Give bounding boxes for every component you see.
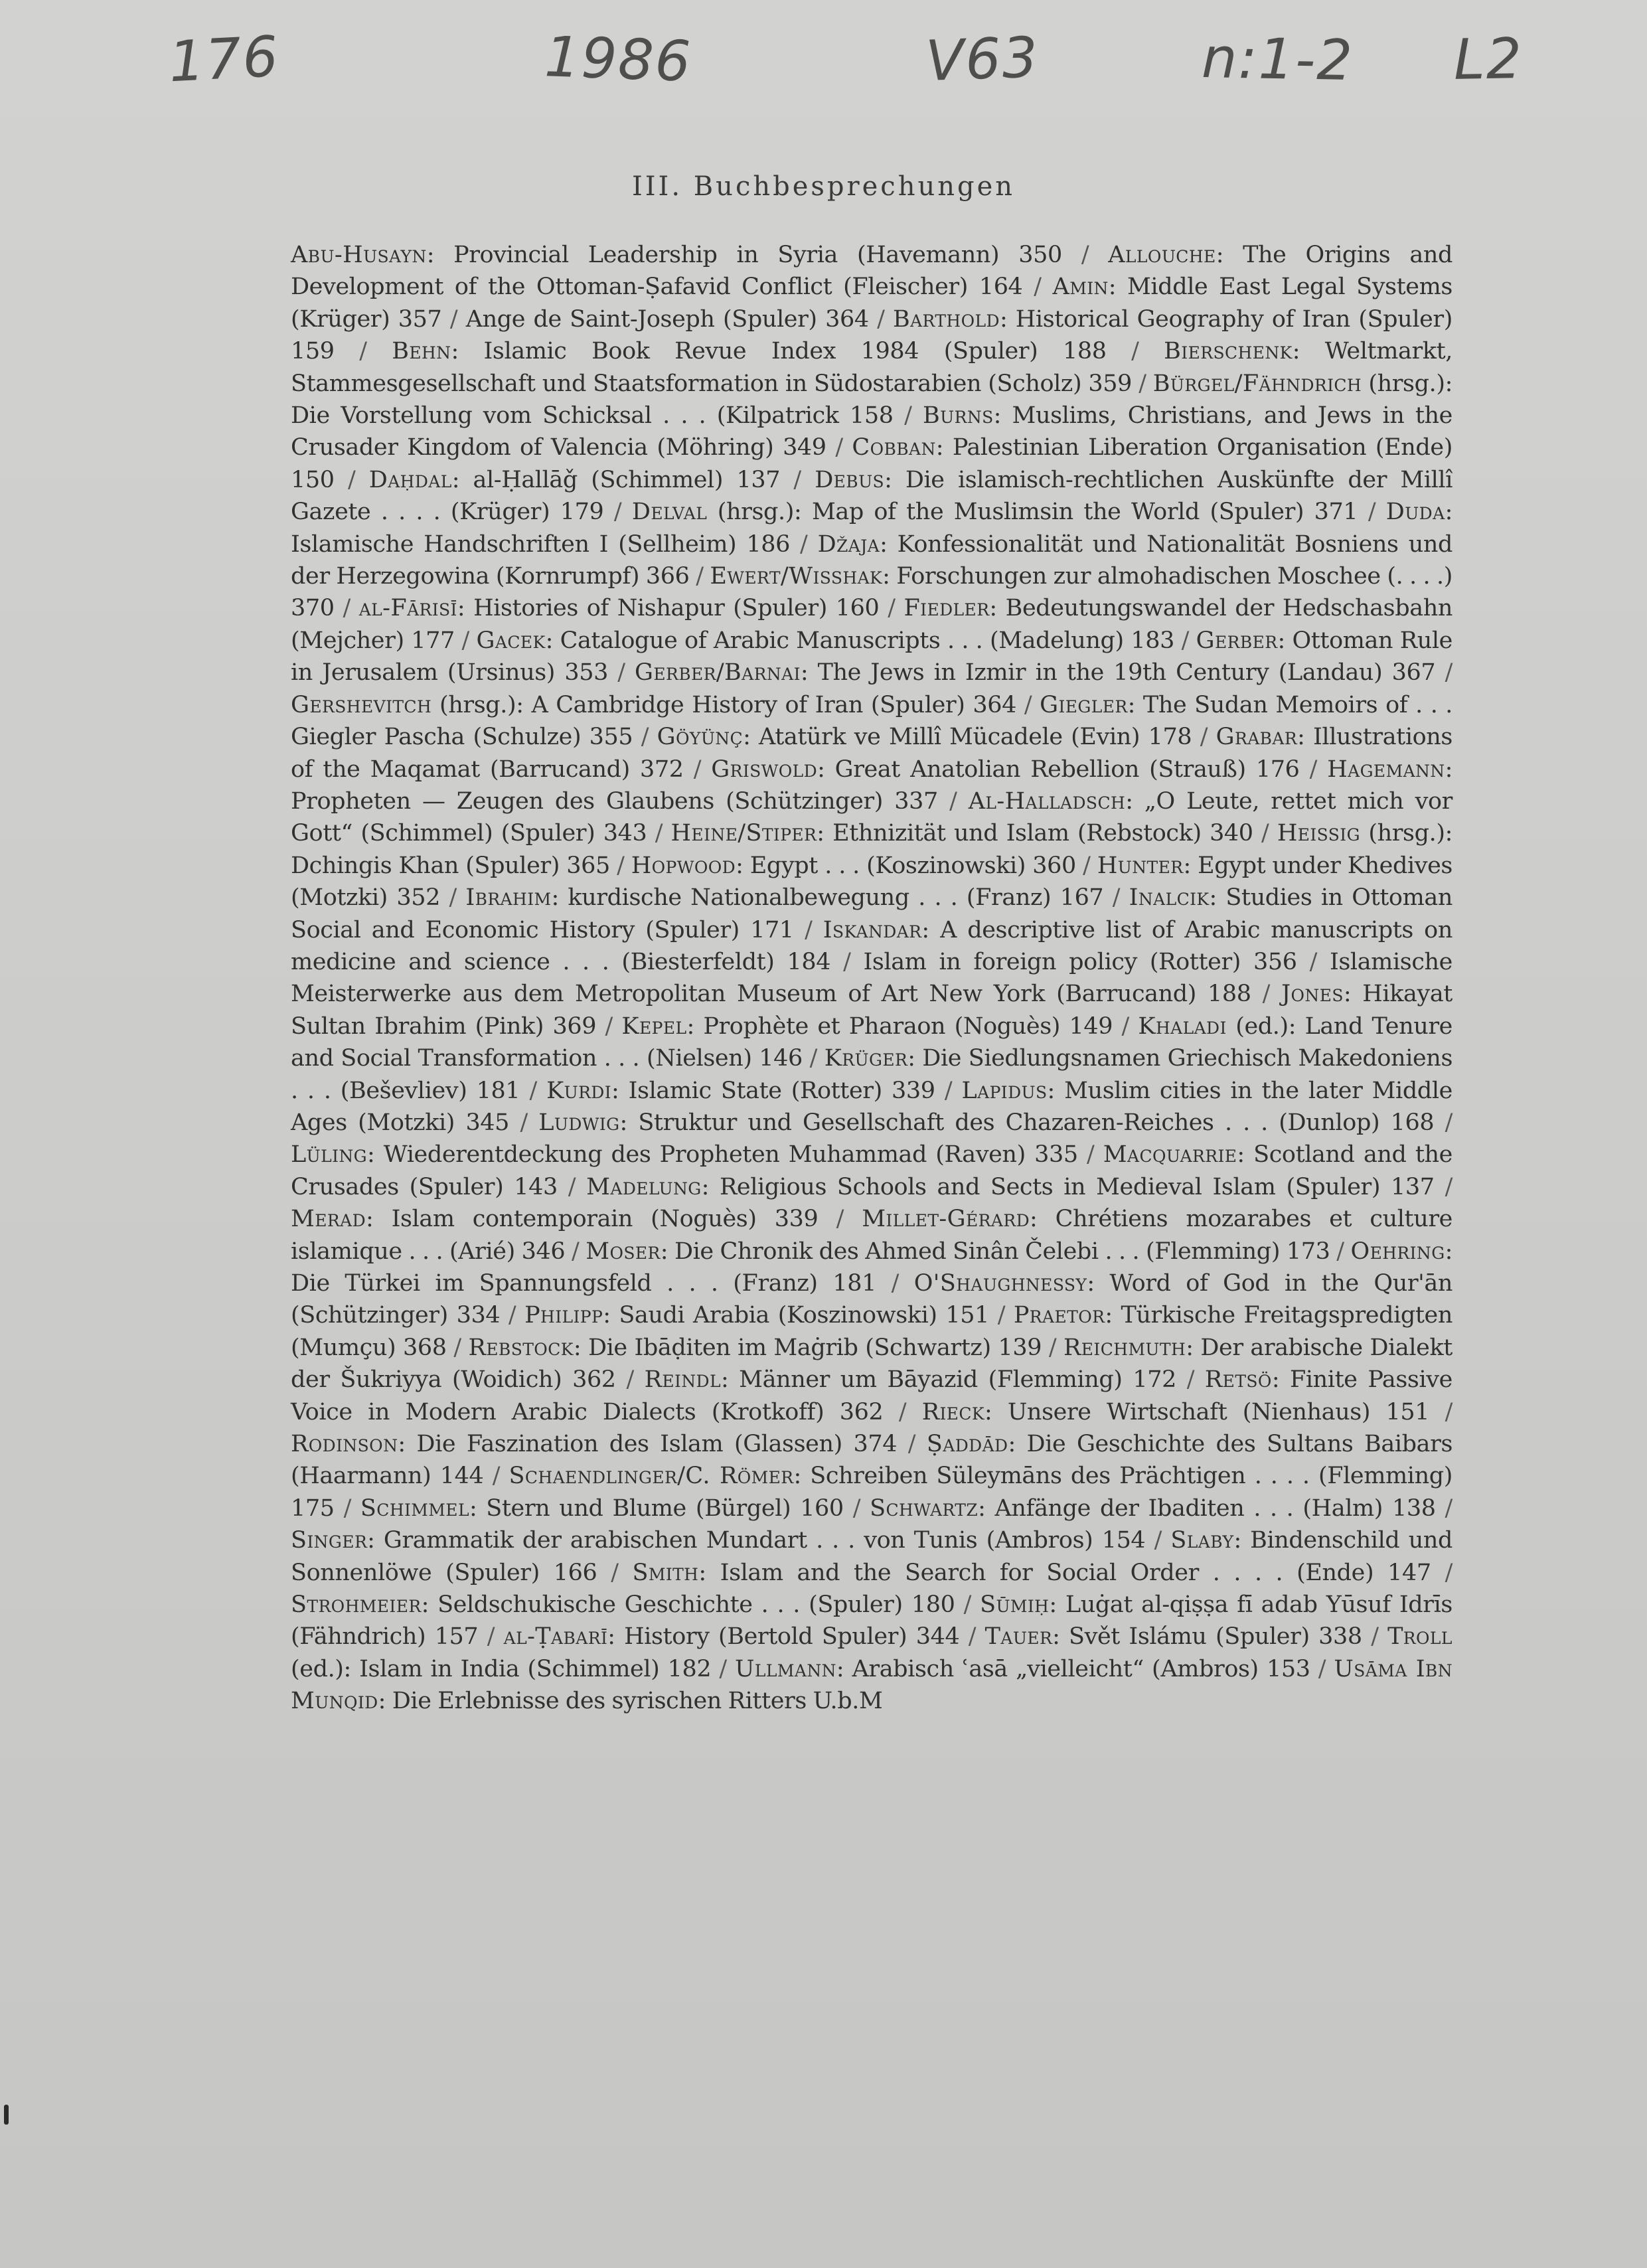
entry-title: Struktur und Gesellschaft des Chazaren-Reiches . . . (Dunlop) 168 — [638, 1109, 1435, 1136]
pencil-annotation-1: 176 — [167, 23, 281, 95]
entry-title: Palestinian Liberation Organisation (Ende) 150 — [291, 434, 1453, 493]
review-entry: Lüling: Wiederentdeckung des Propheten Muhammad (Raven) 335 — [291, 1141, 1078, 1169]
entry-title: Religious Schools and Sects in Medieval Islam (Spuler) 137 — [719, 1173, 1435, 1200]
review-entry: Philipp: Saudi Arabia (Koszinowski) 151 — [524, 1302, 989, 1329]
entry-separator: / — [835, 434, 843, 461]
review-entry: Behn: Islamic Book Revue Index 1984 (Spuler) 188 — [392, 338, 1107, 365]
review-entry: Allouche: The Origins and Development of the Ottoman-Ṣafavid Conflict (Fleischer) 164 — [291, 242, 1452, 301]
review-entry: Rodinson: Die Faszination des Islam (Glassen) 374 — [291, 1431, 898, 1458]
entry-author: Giegler — [1040, 691, 1128, 718]
entry-author: Behn — [392, 338, 451, 365]
review-entry: Cobban: Palestinian Liberation Organisation (Ende) 150 — [291, 434, 1453, 493]
entry-author: Gerber/Barnai — [634, 659, 801, 687]
entry-author: Ṣaddād — [926, 1431, 1008, 1458]
entry-author: Madelung — [586, 1173, 702, 1200]
entry-title: A descriptive list of Arabic manuscripts on medicine and science . . . (Biesterfeldt) 184 — [291, 916, 1452, 975]
entry-title: Illustrations of the Maqamat (Barrucand) 372 — [291, 724, 1452, 783]
review-entry — [291, 692, 1016, 718]
entry-separator: / — [1445, 1398, 1453, 1425]
review-entry: Griswold: Great Anatolian Rebellion (Strauß) 176 — [711, 756, 1300, 783]
review-entry: Jones: Hikayat Sultan Ibrahim (Pink) 369 — [291, 981, 1452, 1040]
entry-separator: / — [888, 595, 896, 622]
entry-author: Gerber — [1196, 627, 1278, 654]
review-entry: Retsö: Finite Passive Voice in Modern Arabic Dialects (Krotkoff) 362 — [291, 1366, 1452, 1425]
entry-author: Abu-Husayn — [291, 242, 427, 268]
entry-separator: / — [343, 1495, 351, 1522]
entry-title: al-Ḥallāǧ (Schimmel) 137 — [473, 466, 781, 493]
pencil-annotation-3: V63 — [924, 25, 1040, 94]
review-entry: Bierschenk: Weltmarkt, Stammesgesellschaft und Staatsformation in Südostarabien (Scholz) 359 — [291, 338, 1452, 397]
entry-author: Hunter — [1097, 852, 1184, 879]
entry-separator: / — [1336, 1238, 1344, 1265]
entry-separator: / — [949, 787, 957, 815]
entry-separator: / — [1445, 1495, 1452, 1522]
entry-title: Svět Islámu (Spuler) 338 — [1069, 1623, 1362, 1651]
entry-separator: / — [343, 595, 351, 622]
review-entry: Abu-Husayn: Provincial Leadership in Syria (Havemann) 350 — [291, 242, 1062, 268]
entry-title: Islamische Handschriften I (Sellheim) 186 — [291, 530, 790, 558]
review-entry: Schimmel: Stern und Blume (Bürgel) 160 — [360, 1495, 844, 1522]
entry-separator: / — [347, 466, 356, 493]
entry-title: Islamische Meisterwerke aus dem Metropolitan Museum of Art New York (Barrucand) 188 — [291, 948, 1452, 1008]
entry-separator: / — [944, 1077, 953, 1104]
entry-author: Cobban — [852, 434, 936, 461]
review-entry: Heine/Stiper: Ethnizität und Islam (Rebstock) 340 — [670, 820, 1253, 847]
review-entry: O'Shaughnessy: Word of God in the Qur'ān (Schützinger) 334 — [291, 1270, 1453, 1329]
entry-title: Provincial Leadership in Syria (Havemann) 350 — [453, 242, 1062, 268]
entry-separator: / — [568, 1173, 576, 1200]
review-entry — [632, 499, 1358, 525]
entry-author: Göyünç — [657, 724, 744, 751]
entry-separator: / — [1309, 756, 1318, 783]
entry-title: Historical Geography of Iran (Spuler) 159 — [291, 305, 1453, 365]
entry-title: Seldschukische Geschichte . . . (Spuler) 180 — [437, 1591, 955, 1619]
entry-title: Great Anatolian Rebellion (Strauß) 176 — [834, 756, 1300, 783]
entry-separator: / — [520, 1109, 528, 1136]
entry-author: Inalcik — [1129, 884, 1210, 912]
entry-title: Die Faszination des Islam (Glassen) 374 — [416, 1431, 898, 1458]
entry-title: Grammatik der arabischen Mundart . . . von Tunis (Ambros) 154 — [383, 1527, 1146, 1554]
entry-separator: / — [1368, 499, 1376, 526]
entry-separator: / — [1034, 274, 1042, 301]
review-entry: Slaby: Bindenschild und Sonnenlöwe (Spuler) 166 — [291, 1527, 1452, 1586]
entry-separator: / — [1083, 852, 1091, 879]
entry-separator: / — [843, 948, 851, 975]
review-entry: Usāma Ibn Munqid: Die Erlebnisse des syrischen Ritters U.b.M — [291, 1655, 1452, 1715]
entry-separator: / — [1309, 948, 1317, 975]
entry-title: (hrsg.): Dchingis Khan (Spuler) 365 — [291, 820, 1452, 879]
entry-separator: / — [572, 1238, 580, 1265]
entry-author: O'Shaughnessy — [913, 1270, 1087, 1297]
entry-title: Islamic State (Rotter) 339 — [628, 1077, 935, 1104]
entry-author: Rebstock — [468, 1334, 574, 1361]
entry-title: Word of God in the Qur'ān (Schützinger) 334 — [291, 1270, 1453, 1329]
entry-separator: / — [492, 1463, 501, 1490]
review-entry: Burns: Muslims, Christians, and Jews in the Crusader Kingdom of Valencia (Möhring) 349 — [291, 402, 1452, 461]
entry-title: Islam contemporain (Noguès) 339 — [391, 1206, 819, 1233]
entry-title: Unsere Wirtschaft (Nienhaus) 151 — [1007, 1398, 1430, 1425]
review-entry: Kurdi: Islamic State (Rotter) 339 — [546, 1077, 935, 1104]
entry-title: (hrsg.): Map of the Muslimsin the World (Spuler) 371 — [717, 499, 1358, 526]
entry-separator: / — [963, 1591, 971, 1619]
entry-separator: / — [836, 1206, 844, 1233]
entry-separator: / — [1261, 820, 1269, 847]
review-entry: Madelung: Religious Schools and Sects in Medieval Islam (Spuler) 137 — [586, 1173, 1435, 1200]
entry-title: Stern und Blume (Bürgel) 160 — [486, 1495, 844, 1522]
entry-author: Ibrahim — [465, 884, 552, 912]
entry-title: The Sudan Memoirs of . . . Giegler Pascha (Schulze) 355 — [291, 691, 1453, 751]
entry-separator: / — [617, 852, 625, 879]
entry-author: Troll — [1387, 1623, 1452, 1651]
entry-author: Ewert/Wisshak — [710, 563, 883, 590]
entry-separator: / — [696, 563, 704, 590]
entry-title: Prophète et Pharaon (Noguès) 149 — [703, 1012, 1113, 1040]
review-entry: Praetor: Türkische Freitagspredigten (Mumçu) 368 — [291, 1302, 1453, 1361]
review-entry: al-Ṭabarī: History (Bertold Spuler) 344 — [503, 1623, 960, 1651]
review-entry: Ewert/Wisshak: Forschungen zur almohadischen Moschee (. . . .) 370 — [291, 563, 1452, 622]
entry-title: Egypt under Khedives (Motzki) 352 — [291, 852, 1452, 912]
pencil-annotation-2: 1986 — [543, 24, 693, 94]
review-entry: Grabar: Illustrations of the Maqamat (Barrucand) 372 — [291, 724, 1452, 783]
entry-title: The Origins and Development of the Ottoman-Ṣafavid Conflict (Fleischer) 164 — [291, 242, 1452, 301]
review-entry: Ibrahim: kurdische Nationalbewegung . . . (Franz) 167 — [465, 884, 1104, 912]
entry-author: Reichmuth — [1063, 1334, 1186, 1361]
entry-title: Saudi Arabia (Koszinowski) 151 — [619, 1302, 989, 1329]
entry-author: Amin — [1052, 274, 1109, 301]
entry-title: Luġat al-qiṣṣa fī adab Yūsuf Idrīs (Fähndrich) 157 — [291, 1591, 1452, 1651]
review-entry — [466, 306, 869, 333]
entry-author: Ludwig — [538, 1109, 620, 1136]
entry-title: Wiederentdeckung des Propheten Muhammad (Raven) 335 — [383, 1141, 1078, 1169]
review-entry: Tauer: Svět Islámu (Spuler) 338 — [984, 1623, 1362, 1651]
review-entry: Hopwood: Egypt . . . (Koszinowski) 360 — [631, 852, 1076, 879]
entry-title: Der arabische Dialekt der Šukriyya (Woidich) 362 — [291, 1334, 1452, 1394]
entry-author: Heine/Stiper — [670, 820, 817, 847]
review-entry: Reichmuth: Der arabische Dialekt der Šukriyya (Woidich) 362 — [291, 1334, 1452, 1394]
entry-author: Delval — [631, 499, 708, 526]
entry-author: Sūmiḥ — [980, 1591, 1050, 1619]
entry-title: Muslim cities in the later Middle Ages (Motzki) 345 — [291, 1077, 1452, 1136]
entry-separator: / — [877, 305, 885, 333]
entry-title: Chrétiens mozarabes et culture islamique . . . (Arié) 346 — [291, 1206, 1452, 1265]
review-entry: Barthold: Historical Geography of Iran (Spuler) 159 — [291, 305, 1453, 365]
entry-title: Bindenschild und Sonnenlöwe (Spuler) 166 — [291, 1527, 1452, 1586]
review-entry: Merad: Islam contemporain (Noguès) 339 — [291, 1206, 819, 1233]
entry-title: Männer um Bāyazid (Flemming) 172 — [739, 1366, 1177, 1394]
entry-author: Jones — [1281, 981, 1344, 1008]
entry-title: The Jews in Izmir in the 19th Century (Landau) 367 — [817, 659, 1436, 687]
review-entry — [863, 949, 1296, 975]
entry-author: Schaendlinger/C. Römer — [509, 1463, 794, 1490]
entry-title: Propheten — Zeugen des Glaubens (Schützinger) 337 — [291, 787, 938, 815]
entry-author: Philipp — [524, 1302, 603, 1329]
review-entry: Strohmeier: Seldschukische Geschichte . . . (Spuler) 180 — [291, 1591, 955, 1619]
entry-title: Finite Passive Voice in Modern Arabic Dialects (Krotkoff) 362 — [291, 1366, 1452, 1425]
review-entry: Gerber/Barnai: The Jews in Izmir in the 19th Century (Landau) 367 — [634, 659, 1436, 687]
entry-title: Die Siedlungsnamen Griechisch Makedoniens . . . (Beševliev) 181 — [291, 1045, 1453, 1104]
review-entry: Göyünç: Atatürk ve Millî Mücadele (Evin) 178 — [657, 724, 1192, 751]
entry-author: Griswold — [711, 756, 818, 783]
entry-author: Ullmann — [734, 1655, 836, 1682]
review-entry: Singer: Grammatik der arabischen Mundart . . . von Tunis (Ambros) 154 — [291, 1527, 1146, 1554]
entry-separator: / — [611, 1559, 619, 1586]
entry-separator: / — [529, 1077, 537, 1104]
entry-author: Heissig — [1277, 820, 1360, 847]
review-entry: Oehring: Die Türkei im Spannungsfeld . . . (Franz) 181 — [291, 1238, 1452, 1297]
review-entry: al-Fārisī: Histories of Nishapur (Spuler) 160 — [358, 595, 880, 622]
entry-author: Grabar — [1216, 724, 1298, 751]
entry-author: Slaby — [1170, 1527, 1234, 1554]
entry-title: Ethnizität und Islam (Rebstock) 340 — [832, 820, 1253, 847]
entry-author: Rieck — [921, 1398, 984, 1425]
review-entry: Duda: Islamische Handschriften I (Sellheim) 186 — [291, 499, 1452, 558]
entry-separator: / — [1048, 1334, 1057, 1361]
entry-author: Kurdi — [546, 1077, 612, 1104]
entry-title: Forschungen zur almohadischen Moschee (. . . .) 370 — [291, 563, 1452, 622]
entry-separator: / — [1445, 659, 1452, 687]
entry-author: Moser — [586, 1238, 661, 1265]
entry-author: Gershevitch — [291, 691, 432, 718]
entry-separator: / — [1081, 242, 1089, 268]
entry-separator: / — [898, 1398, 907, 1425]
entry-separator: / — [1186, 1366, 1195, 1394]
entry-title: Arabisch ʿasā „vielleicht“ (Ambros) 153 — [852, 1655, 1310, 1682]
entry-separator: / — [719, 1655, 727, 1682]
review-entry: Lapidus: Muslim cities in the later Middle Ages (Motzki) 345 — [291, 1077, 1452, 1136]
entry-author: al-Ṭabarī — [503, 1623, 608, 1651]
review-entry: Amin: Middle East Legal Systems (Krüger) 357 — [291, 274, 1452, 333]
entry-separator: / — [1131, 338, 1139, 365]
entry-title: Studies in Ottoman Social and Economic History (Spuler) 171 — [291, 884, 1452, 943]
entry-author: Merad — [291, 1206, 366, 1233]
entry-separator: / — [907, 1431, 916, 1458]
entry-title: Schreiben Süleymāns des Prächtigen . . . . (Flemming) 175 — [291, 1463, 1452, 1522]
entry-author: Fiedler — [903, 595, 990, 622]
entry-author: Iskandar — [823, 916, 922, 943]
entry-separator: / — [968, 1623, 977, 1651]
entry-title: (ed.): Islam in India (Schimmel) 182 — [291, 1655, 712, 1682]
entry-separator: / — [641, 724, 649, 751]
entry-separator: / — [693, 756, 702, 783]
entry-title: Scotland and the Crusades (Spuler) 143 — [291, 1141, 1452, 1200]
entry-title: kurdische Nationalbewegung . . . (Franz) 167 — [568, 884, 1104, 912]
pencil-annotation-5: L2 — [1452, 26, 1524, 92]
entry-separator: / — [1024, 691, 1032, 718]
entry-separator: / — [605, 1012, 613, 1040]
entry-title: Catalogue of Arabic Manuscripts . . . (Madelung) 183 — [560, 627, 1174, 654]
entry-author: Lapidus — [961, 1077, 1048, 1104]
entry-separator: / — [1371, 1623, 1379, 1651]
entry-separator: / — [1112, 884, 1121, 912]
entry-title: Die islamisch-rechtlichen Auskünfte der Millî Gazete . . . . (Krüger) 179 — [291, 466, 1453, 526]
entry-separator: / — [1087, 1141, 1095, 1169]
review-entry: Gacek: Catalogue of Arabic Manuscripts . . . (Madelung) 183 — [476, 627, 1174, 654]
review-entry: Ṣaddād: Die Geschichte des Sultans Baibars (Haarmann) 144 — [291, 1431, 1453, 1490]
entry-separator: / — [800, 530, 808, 558]
entry-author: Millet-Gérard — [862, 1206, 1030, 1233]
review-entry: Giegler: The Sudan Memoirs of . . . Giegler Pascha (Schulze) 355 — [291, 691, 1453, 751]
entry-title: Hikayat Sultan Ibrahim (Pink) 369 — [291, 981, 1452, 1040]
review-entry: Rieck: Unsere Wirtschaft (Nienhaus) 151 — [921, 1398, 1430, 1425]
entry-separator: / — [508, 1302, 516, 1329]
entry-separator: / — [1445, 1173, 1452, 1200]
entry-separator: / — [1262, 981, 1271, 1008]
entry-separator: / — [617, 659, 625, 687]
entry-author: Smith — [632, 1559, 699, 1586]
entry-separator: / — [805, 916, 813, 943]
entry-title: Konfessionalität und Nationalität Bosniens und der Herzegowina (Kornrumpf) 366 — [291, 530, 1452, 590]
section-heading: III. Buchbesprechungen — [631, 171, 1016, 202]
entry-separator: / — [904, 402, 912, 430]
review-entry: Al-Halladsch: „O Leute, rettet mich vor Gott“ (Schimmel) (Spuler) 343 — [291, 787, 1452, 847]
entry-author: Macquarrie — [1103, 1141, 1237, 1169]
entry-separator: / — [891, 1270, 900, 1297]
entry-author: Praetor — [1013, 1302, 1105, 1329]
entry-author: Al-Halladsch — [968, 787, 1126, 815]
review-entry: Sūmiḥ: Luġat al-qiṣṣa fī adab Yūsuf Idrīs (Fähndrich) 157 — [291, 1591, 1452, 1651]
entry-author: Reindl — [644, 1366, 721, 1394]
entry-author: Gacek — [476, 627, 546, 654]
entry-author: Bierschenk — [1164, 338, 1293, 365]
review-entry: Moser: Die Chronik des Ahmed Sinân Čelebi . . . (Flemming) 173 — [586, 1238, 1330, 1265]
entry-separator: / — [793, 466, 801, 493]
entry-separator: / — [1318, 1655, 1326, 1682]
review-entry: Gerber: Ottoman Rule in Jerusalem (Ursinus) 353 — [291, 627, 1452, 687]
entry-title: Islam in foreign policy (Rotter) 356 — [863, 948, 1297, 975]
review-entry: Millet-Gérard: Chrétiens mozarabes et culture islamique . . . (Arié) 346 — [291, 1206, 1452, 1265]
entry-author: Usāma Ibn Munqid — [291, 1655, 1452, 1715]
entry-title: (hrsg.): A Cambridge History of Iran (Spuler) 364 — [439, 691, 1016, 718]
entry-author: Oehring — [1350, 1238, 1445, 1265]
review-entry: Kepel: Prophète et Pharaon (Noguès) 149 — [621, 1012, 1113, 1040]
entry-author: Schimmel — [360, 1495, 469, 1522]
review-entry: Krüger: Die Siedlungsnamen Griechisch Makedoniens . . . (Beševliev) 181 — [291, 1045, 1453, 1104]
entry-title: Die Ibāḍiten im Maġrib (Schwartz) 139 — [588, 1334, 1042, 1361]
entry-separator: / — [449, 305, 458, 333]
review-entry: Debus: Die islamisch-rechtlichen Auskünfte der Millî Gazete . . . . (Krüger) 179 — [291, 466, 1453, 526]
entry-author: Schwartz — [870, 1495, 979, 1522]
entry-title: Anfänge der Ibaditen . . . (Halm) 138 — [994, 1495, 1436, 1522]
entry-title: Islam and the Search for Social Order . . . . (Ende) 147 — [720, 1559, 1431, 1586]
entry-author: Daḥdal — [368, 466, 452, 493]
entry-title: „O Leute, rettet mich vor Gott“ (Schimmel) (Spuler) 343 — [291, 787, 1452, 847]
entry-separator: / — [1138, 370, 1146, 397]
review-entry: Inalcik: Studies in Ottoman Social and Economic History (Spuler) 171 — [291, 884, 1452, 943]
entry-title: Egypt . . . (Koszinowski) 360 — [749, 852, 1076, 879]
review-entry: Schwartz: Anfänge der Ibaditen . . . (Halm) 138 — [870, 1495, 1436, 1522]
entry-title: Ottoman Rule in Jerusalem (Ursinus) 353 — [291, 627, 1452, 687]
entry-title: Die Erlebnisse des syrischen Ritters U.b.M — [392, 1688, 883, 1715]
review-entry: Macquarrie: Scotland and the Crusades (Spuler) 143 — [291, 1141, 1452, 1200]
entry-separator: / — [1445, 1109, 1452, 1136]
entry-title: History (Bertold Spuler) 344 — [624, 1623, 960, 1651]
entry-separator: / — [852, 1495, 861, 1522]
review-entry: Ludwig: Struktur und Gesellschaft des Chazaren-Reiches . . . (Dunlop) 168 — [538, 1109, 1435, 1136]
entry-separator: / — [461, 627, 469, 654]
entry-separator: / — [1445, 1559, 1452, 1586]
entry-separator: / — [359, 338, 367, 365]
entry-separator: / — [1154, 1527, 1162, 1554]
review-entry: Schaendlinger/C. Römer: Schreiben Süleymāns des Prächtigen . . . . (Flemming) 175 — [291, 1463, 1452, 1522]
entry-author: Tauer — [984, 1623, 1053, 1651]
pencil-annotation-4: n:1-2 — [1201, 25, 1354, 93]
entry-author: Hopwood — [631, 852, 736, 879]
entry-title: Die Chronik des Ahmed Sinân Čelebi . . . (Flemming) 173 — [674, 1238, 1330, 1265]
entry-author: Krüger — [824, 1045, 908, 1072]
entry-author: Hagemann — [1327, 756, 1445, 783]
review-entry: Rebstock: Die Ibāḍiten im Maġrib (Schwartz) 139 — [468, 1334, 1042, 1361]
entry-author: Debus — [815, 466, 885, 493]
entry-author: Kepel — [621, 1012, 687, 1040]
entry-separator: / — [997, 1302, 1006, 1329]
entry-title: Ange de Saint-Joseph (Spuler) 364 — [465, 305, 869, 333]
entry-author: Khaladi — [1138, 1012, 1227, 1040]
review-index-paragraph — [291, 239, 1452, 1718]
entry-title: Türkische Freitagspredigten (Mumçu) 368 — [291, 1302, 1453, 1361]
entry-title: (hrsg.): Die Vorstellung vom Schicksal . . . (Kilpatrick 158 — [291, 370, 1452, 430]
entry-author: al-Fārisī — [358, 595, 457, 622]
entry-author: Džaja — [817, 530, 880, 558]
entry-separator: / — [613, 499, 622, 526]
entry-separator: / — [1121, 1012, 1129, 1040]
review-entry: Smith: Islam and the Search for Social Order . . . . (Ende) 147 — [632, 1559, 1431, 1586]
entry-title: Histories of Nishapur (Spuler) 160 — [473, 595, 880, 622]
entry-author: Burns — [923, 402, 994, 430]
entry-author: Barthold — [892, 305, 1000, 333]
entry-separator: / — [1200, 724, 1208, 751]
entry-author: Strohmeier — [291, 1591, 422, 1619]
entry-separator: / — [655, 820, 663, 847]
entry-separator: / — [449, 884, 457, 912]
review-entry: Fiedler: Bedeutungswandel der Hedschasbahn (Mejcher) 177 — [291, 595, 1452, 654]
entry-title: (ed.): Land Tenure and Social Transformation . . . (Nielsen) 146 — [291, 1012, 1452, 1072]
entry-title: Die Türkei im Spannungsfeld . . . (Franz) 181 — [291, 1270, 876, 1297]
entry-title: Muslims, Christians, and Jews in the Crusader Kingdom of Valencia (Möhring) 349 — [291, 402, 1452, 461]
entry-author: Lüling — [291, 1141, 368, 1169]
review-entry: Reindl: Männer um Bāyazid (Flemming) 172 — [644, 1366, 1177, 1394]
entry-title: Atatürk ve Millî Mücadele (Evin) 178 — [758, 724, 1192, 751]
review-entry: Hunter: Egypt under Khedives (Motzki) 352 — [291, 852, 1452, 912]
entry-author: Bürgel/Fähndrich — [1152, 370, 1362, 397]
entry-title: Bedeutungswandel der Hedschasbahn (Mejcher) 177 — [291, 595, 1452, 654]
entry-author: Allouche — [1108, 242, 1216, 268]
entry-separator: / — [487, 1623, 495, 1651]
entry-author: Retsö — [1204, 1366, 1272, 1394]
review-entry: Džaja: Konfessionalität und Nationalität Bosniens und der Herzegowina (Kornrumpf) 366 — [291, 530, 1452, 590]
entry-title: Middle East Legal Systems (Krüger) 357 — [291, 274, 1452, 333]
review-entry: Ullmann: Arabisch ʿasā „vielleicht“ (Ambros) 153 — [734, 1655, 1310, 1682]
margin-mark — [4, 2105, 9, 2125]
entry-author: Duda — [1385, 499, 1445, 526]
review-entry: Daḥdal: al-Ḥallāǧ (Schimmel) 137 — [368, 466, 781, 493]
review-entry: Hagemann: Propheten — Zeugen des Glaubens (Schützinger) 337 — [291, 756, 1452, 815]
entry-title: Islamic Book Revue Index 1984 (Spuler) 188 — [483, 338, 1107, 365]
entry-separator: / — [809, 1045, 818, 1072]
entry-title: Weltmarkt, Stammesgesellschaft und Staatsformation in Südostarabien (Scholz) 359 — [291, 338, 1452, 397]
entry-separator: / — [453, 1334, 461, 1361]
entry-author: Rodinson — [291, 1431, 398, 1458]
review-entry: Iskandar: A descriptive list of Arabic manuscripts on medicine and science . . . (Biesterfeldt) 184 — [291, 916, 1452, 975]
entry-author: Singer — [291, 1527, 368, 1554]
entry-separator: / — [626, 1366, 634, 1394]
entry-title: Die Geschichte des Sultans Baibars (Haarmann) 144 — [291, 1431, 1453, 1490]
entry-separator: / — [1181, 627, 1189, 654]
